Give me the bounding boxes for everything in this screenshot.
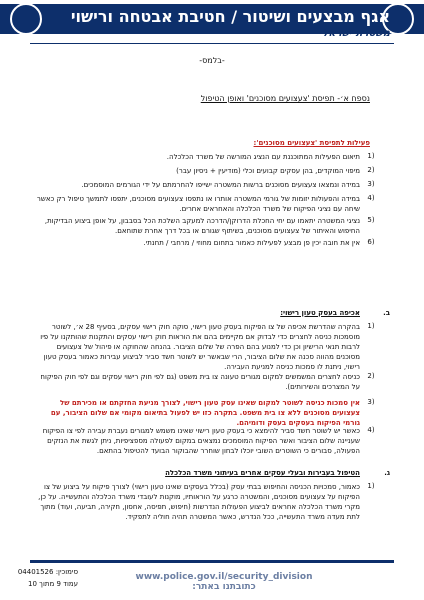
section1-item-number: 6) <box>367 238 375 246</box>
section1-item-number: 1) <box>367 152 375 160</box>
sectionB-item-number: 4) <box>367 426 375 434</box>
section-b-marker: ב. <box>383 309 390 317</box>
section1-item-text: מיפוי המוקדים, בהן עסקים קבועים וכלי (מודיעין + ניסיון עבר) <box>176 167 360 175</box>
header-subtitle: משטרת ישראל <box>322 28 390 39</box>
section-c-marker: ג. <box>384 469 390 477</box>
section1-item-number: 2) <box>367 166 375 174</box>
classification-mark: -בלמס- <box>199 56 225 65</box>
footer-rule <box>30 560 394 563</box>
sectionB-item-number: 2) <box>367 372 375 380</box>
section-b-heading: אכיפה בעסק טעון רישוי: <box>280 309 360 317</box>
sectionC-item-number: 1) <box>367 482 375 490</box>
police-emblem-left-icon <box>10 3 42 35</box>
sectionB-item-text: כאשר יש לשוטר חשד סביר להימצא כי בעסק טעון רישוי שאינו משמש למגורים נעברת עבירה לפי צו הפיקוח שעניינה שלום הציבור ואשר הפיקוח המוסמכים נמצאים במקום לפעולה מספציפיות, ניתן לגשת את הנזקים הפעולה, סבורים כי השוטרים השובי יוכלו לבחון שוחרר שהבוקור הבועד להטיפול בהתאם. <box>42 427 360 455</box>
sectionB-item-text: כניסה לחצרים המשמשים למקום מגורים טעונה צו בית משפט (גם לפי חוק רישוי עסקים וגם לפי חוק הפיקוח על המצרכים והשירותים). <box>40 373 360 391</box>
sectionB-item-text: אין סמכות כניסה לשוטר למקום שאינו עסק טעון רישוי, לצורך מניעת החזקתם או מכירתם של צעצועים מסוכנים ללא צו בית משפט. בתקרה כזו יש לפעול בתיאום מקומי אם שלום הציבור, עם גורמי הפיקוח בעסקים בעסק ודומיהם. <box>50 399 360 427</box>
section1-item-text: אין את חובה יכין פן מבצע לפעילות כאמור בתחום מחוזי / מרחבי / תחנתי. <box>143 239 360 247</box>
section-c-heading: הטיפול בעבירות ובעלי עסקים אחרים בעיתוני משרד הכלכלה <box>165 469 360 477</box>
sectionC-item-text: כאמור, סמכויות הכניסה והחיפוש בבתי עסק (בכלל בעסקים שאינו טעון רישוי) לצורך פיקוח על ביצוע של צו הפיקוח על צעצועים מסוכנים, והמשטרה כרגע על הוראותיו, מוקנות לעובדי משרד הכלכלה והתעשייה. על כן, מקרי משרד הכלכלה אחראים לביצוע הפעולות הנדרשות (חיפוש, תפיסה, אחסון, חקירה, תביעה, ועוד) מתוך לתת מעדה משרד התעשייה, ככל הנדרש, כאשר המשטרה תהיה חוליה לתפקיד. <box>38 483 360 521</box>
header-title: אגף מבצעים ושיטור / חטיבת אבטחה ורישוי <box>70 7 390 26</box>
section1-item-text: במידה ונמצאו צעצועים מסוכנים ברשות המשטרה ישייפו להחרמתם על ידי הגורמים המוסמכים. <box>81 181 360 189</box>
header-divider <box>30 43 394 44</box>
section1-item-number: 4) <box>367 194 375 202</box>
section1-item-number: 5) <box>367 216 375 224</box>
section1-item-number: 3) <box>367 180 375 188</box>
footer-url-link[interactable]: www.police.gov.il/security_division :כתובתנו באתר <box>135 572 313 592</box>
footer-reference: סימוכין: 04401526 <box>17 568 78 576</box>
sectionB-item-number: 1) <box>367 322 375 330</box>
document-title: נספח א׳- תפיסת 'צעצועים מסוכנים' ואופן הטיפול <box>200 94 370 103</box>
section1-item-text: תיאום הפעילות המתוכננת עם הנציג המורשה של משרד הכלכלה. <box>166 153 360 161</box>
section1-item-text: נציגי המשטרה יתאמו עם יחי החכלת הדרוקן/הדרכה למעקב השלכת הכל בסבבון, על אופן ביצוע הבדיקות, החיפוש והאיתור של צעצועים מסוכנים, בשיתוף שגורם או בכל דרך אחרת שתוחאם. <box>44 217 360 235</box>
sectionB-item-text: בהקרה שהדרשת אכיפה של צו הפיקוח בעסק טעון רישוי, סוקה חוק רישוי עסקים, בסעיף 28 א׳, לשוטר מוסמכות כניסה לחצרים כדי לבדוק אם מקיימים בהם את הוראות חוק רישוי עסקים והתקנות שהותקנו על פיו לרבות תנאי הרישיון וכן כדי למנוע בהם הפרה של שלום הציבור. בהנחה שהחוקה או פיהול של צעצועים מסוכנים מהווה סכנה את שלום הציבור, הרי שבאשר יש לשוטר חשד סביר לביצוע עבירות כאמור בעסק טעון רישוי, ניתנת לו סמכות כניסה למניעת העבירה. <box>40 323 360 371</box>
sectionB-item-number: 3) <box>367 398 375 406</box>
footer-page-number: עמוד 9 מתוך 10 <box>28 580 78 588</box>
section1-item-text: במידה והפעולות יזומות של גורמי המשטרה אותרו או נתפסו צעצועים מסוכנים, יתפסו לתמשך טיפול רק כאשר שיחה עם נציגי הפיקוח של משרד הכלכלה והאחראים אחרים. <box>36 195 360 213</box>
section-1-heading: פעילות לתפיסת 'צעצועים מסוכנים': <box>253 139 370 147</box>
